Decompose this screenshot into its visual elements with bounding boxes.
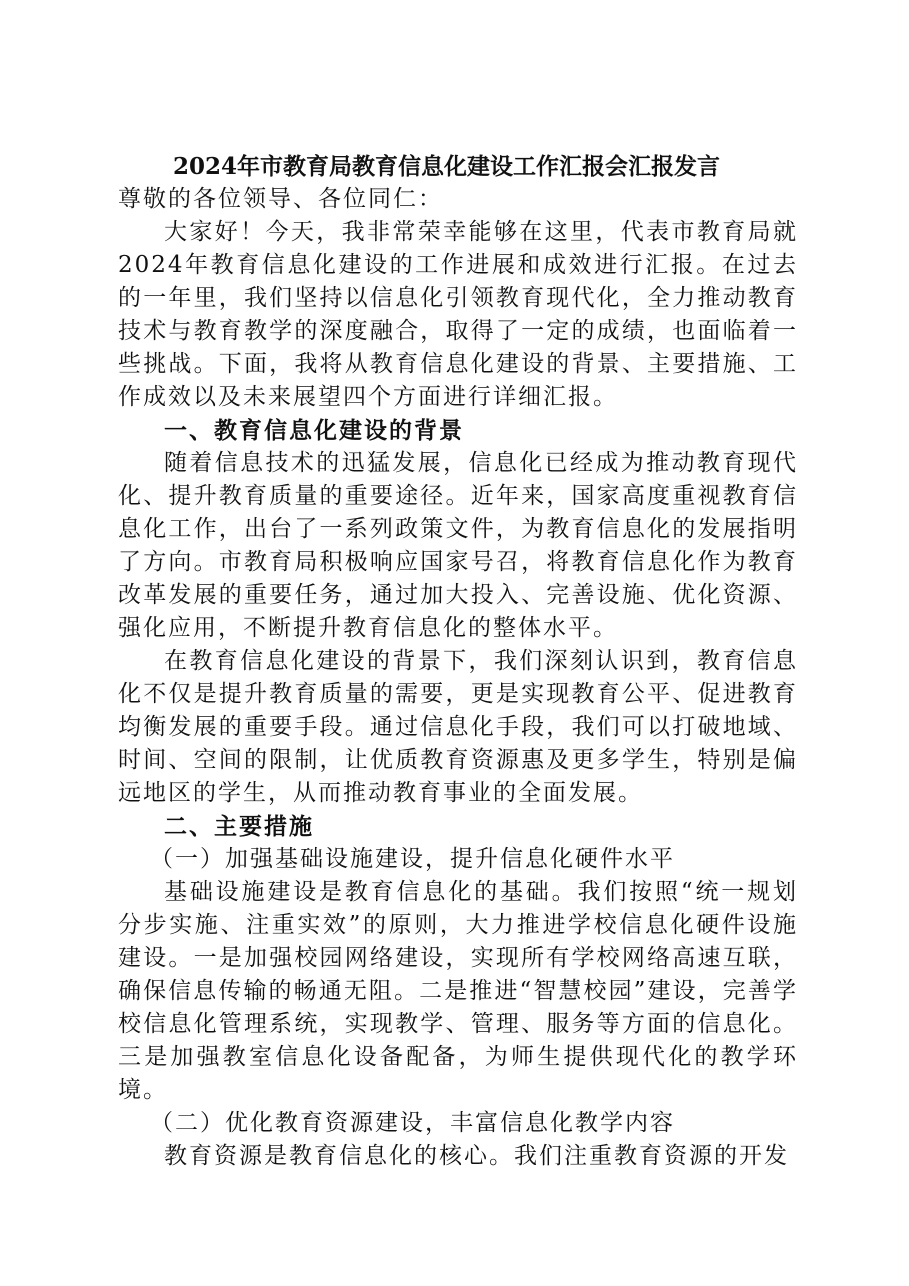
- section-2-subheading-2: （二）优化教育资源建设，丰富信息化教学内容: [150, 1110, 675, 1136]
- section-1-heading: 一、教育信息化建设的背景: [164, 417, 464, 444]
- section-2-paragraph-2: 教育资源是教育信息化的核心。我们注重教育资源的开发: [164, 1143, 789, 1169]
- section-1-paragraph-2: 在教育信息化建设的背景下，我们深刻认识到，教育信息化不仅是提升教育质量的需要，更是实现教育公平、促进教育均衡发展的重要手段。通过信息化手段，我们可以打破地域、时间、空间的限制，让优质教育资源惠及更多学生，特别是偏远地区的学生，从而推动教育事业的全面发展。: [118, 648, 798, 806]
- section-1-paragraph-1: 随着信息技术的迅猛发展，信息化已经成为推动教育现代化、提升教育质量的重要途径。近年来，国家高度重视教育信息化工作，出台了一系列政策文件，为教育信息化的发展指明了方向。市教育局积极响应国家号召，将教育信息化作为教育改革发展的重要任务，通过加大投入、完善设施、优化资源、强化应用，不断提升教育信息化的整体水平。: [118, 450, 798, 641]
- document-page: [118, 150, 798, 1173]
- section-2-heading: 二、主要措施: [164, 813, 314, 840]
- section-2-subheading-1: （一）加强基础设施建设，提升信息化硬件水平: [150, 846, 675, 872]
- section-2-paragraph-1: 基础设施建设是教育信息化的基础。我们按照“统一规划分步实施、注重实效”的原则，大力推进学校信息化硬件设施建设。一是加强校园网络建设，实现所有学校网络高速互联，确保信息传输的畅通无阻。二是推进“智慧校园”建设，完善学校信息化管理系统，实现教学、管理、服务等方面的信息化。三是加强教室信息化设备配备，为师生提供现代化的教学环境。: [118, 879, 798, 1103]
- greeting: 尊敬的各位领导、各位同仁：: [118, 186, 443, 212]
- intro-paragraph: 大家好！今天，我非常荣幸能够在这里，代表市教育局就2024年教育信息化建设的工作进展和成效进行汇报。在过去的一年里，我们坚持以信息化引领教育现代化，全力推动教育技术与教育教学的深度融合，取得了一定的成绩，也面临着一些挑战。下面，我将从教育信息化建设的背景、主要措施、工作成效以及未来展望四个方面进行详细汇报。: [118, 219, 798, 410]
- document-title: 2024年市教育局教育信息化建设工作汇报会汇报发言: [173, 153, 721, 180]
